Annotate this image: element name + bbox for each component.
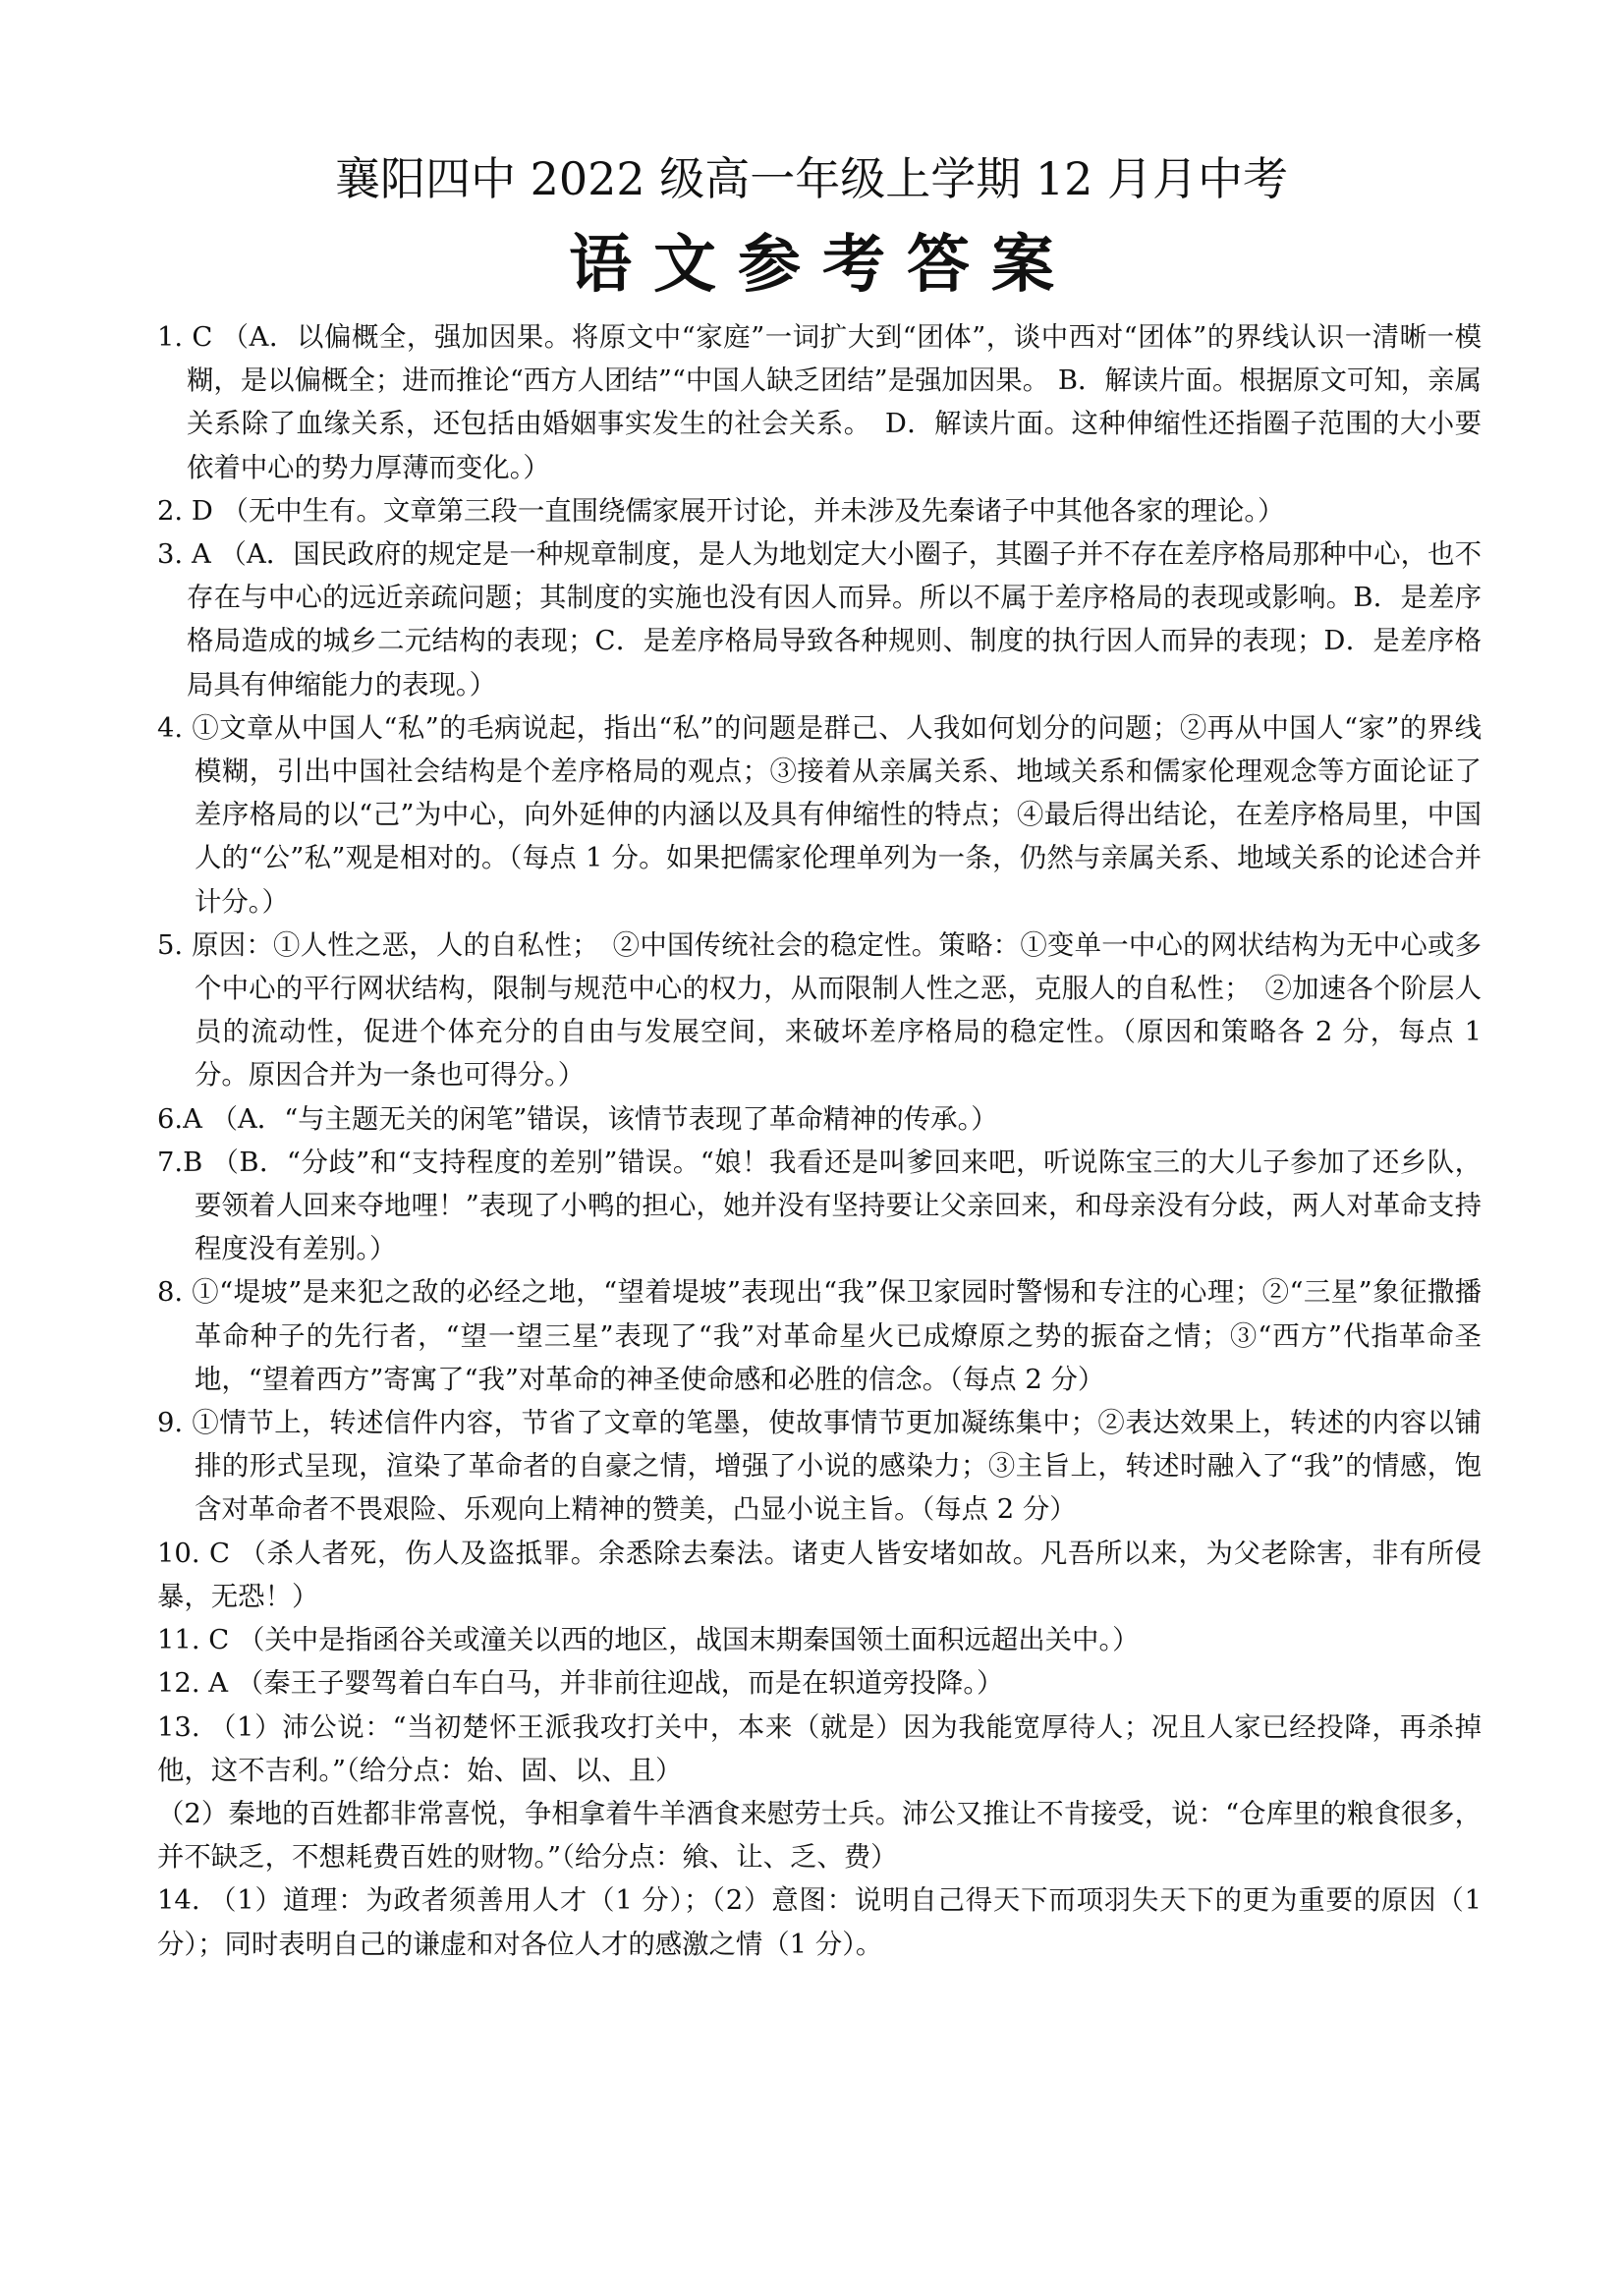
answer-number: 12. A [157, 1668, 229, 1700]
answer-item-13-part-1 [157, 1707, 1482, 1793]
exam-title: 襄阳四中 2022 级高一年级上学期 12 月月中考 [334, 152, 1289, 205]
answer-text: （1）道理：为政者须善用人才（1 分）；（2）意图：说明自己得天下而项羽失天下的更为重要的原因（1 分）；同时表明自己的谦虚和对各位人才的感激之情（1 分）。 [157, 1885, 1482, 1960]
answer-text: （B．“分歧”和“支持程度的差别”错误。“娘！我看还是叫爹回来吧，听说陈宝三的大儿子参加了还乡队，要领着人回来夺地哩！”表现了小鸭的担心，她并没有坚持要让父亲回来，和母亲没有分歧，两人对革命支持程度没有差别。） [195, 1147, 1482, 1265]
answer-text: （A．以偏概全，强加因果。将原文中“家庭”一词扩大到“团体”，谈中西对“团体”的界线认识一清晰一模糊，是以偏概全；进而推论“西方人团结”“中国人缺乏团结”是强加因果。 B．解读片面。根据原文可知，亲属关系除了血缘关系，还包括由婚姻事实发生的社会关系。 D．解读片面。这种伸缩性还指圈子范围的大小要依着中心的势力厚薄而变化。） [187, 322, 1482, 483]
answer-text: ①“堤坡”是来犯之敌的必经之地，“望着堤坡”表现出“我”保卫家园时警惕和专注的心理；②“三星”象征撒播革命种子的先行者，“望一望三星”表现了“我”对革命星火已成燎原之势的振奋之情；③“西方”代指革命圣地，“望着西方”寄寓了“我”对革命的神圣使命感和必胜的信念。（每点 2 分） [183, 1277, 1482, 1395]
answer-text: 原因：①人性之恶，人的自私性； ②中国传统社会的稳定性。策略：①变单一中心的网状结构为无中心或多个中心的平行网状结构，限制与规范中心的权力，从而限制人性之恶，克服人的自私性； ②加速各个阶层人员的流动性，促进个体充分的自由与发展空间，来破坏差序格局的稳定性。（原因和策略各 2 分，每点 1 分。原因合并为一条也可得分。） [183, 929, 1482, 1092]
answer-item-1 [157, 316, 1482, 490]
answer-number: 14. [157, 1885, 200, 1917]
answer-list [157, 316, 1482, 1967]
answer-number: 13. [157, 1711, 200, 1743]
answer-item-13-part-2 [157, 1793, 1482, 1879]
answer-number: 8. [157, 1277, 184, 1309]
answer-number: 4. [157, 712, 184, 744]
answer-item-11 [157, 1619, 1482, 1662]
answer-item-9 [157, 1402, 1482, 1533]
answer-text: （无中生有。文章第三段一直围绕儒家展开讨论，并未涉及先秦诸子中其他各家的理论。） [212, 495, 1285, 527]
answer-item-4 [157, 707, 1482, 924]
answer-text: （A．“与主题无关的闲笔”错误，该情节表现了革命精神的传承。） [201, 1103, 998, 1135]
answer-text: ①情节上，转述信件内容，节省了文章的笔墨，使故事情节更加凝练集中；②表达效果上，转述的内容以铺排的形式呈现，渲染了革命者的自豪之情，增强了小说的感染力；③主旨上，转述时融入了“我”的情感，饱含对革命者不畏艰险、乐观向上精神的赞美，凸显小说主旨。（每点 2 分） [183, 1408, 1482, 1526]
answer-item-5 [157, 924, 1482, 1098]
answer-number: 11. C [157, 1625, 230, 1656]
answer-number: 1. C [157, 322, 213, 353]
answer-number: 10. C [157, 1538, 230, 1569]
answer-text: （秦王子婴驾着白车白马，并非前往迎战，而是在轵道旁投降。） [228, 1668, 1004, 1700]
answer-number: 6.A [157, 1103, 202, 1135]
answer-number: 9. [157, 1408, 184, 1439]
answer-item-10 [157, 1533, 1482, 1619]
answer-item-8 [157, 1271, 1482, 1402]
answer-item-3 [157, 533, 1482, 707]
answer-text: ①文章从中国人“私”的毛病说起，指出“私”的问题是群己、人我如何划分的问题；②再从中国人“家”的界线模糊，引出中国社会结构是个差序格局的观点；③接着从亲属关系、地域关系和儒家伦理观念等方面论证了差序格局的以“己”为中心，向外延伸的内涵以及具有伸缩性的特点；④最后得出结论，在差序格局里，中国人的“公”私”观是相对的。（每点 1 分。如果把儒家伦理单列为一条，仍然与亲属关系、地域关系的论述合并计分。） [183, 712, 1482, 918]
answer-text: （关中是指函谷关或潼关以西的地区，战国末期秦国领土面积远超出关中。） [229, 1625, 1140, 1656]
answer-key-heading: 语文参考答案 [569, 228, 1076, 302]
answer-item-12 [157, 1662, 1482, 1706]
answer-text: （杀人者死，伤人及盗抵罪。余悉除去秦法。诸吏人皆安堵如故。凡吾所以来，为父老除害，非有所侵暴，无恐！） [157, 1538, 1482, 1612]
answer-text: （A．国民政府的规定是一种规章制度，是人为地划定大小圈子，其圈子并不存在差序格局那种中心，也不存在与中心的远近亲疏问题；其制度的实施也没有因人而异。所以不属于差序格局的表现或影响。B．是差序格局造成的城乡二元结构的表现；C．是差序格局导致各种规则、制度的执行因人而异的表现；D．是差序格局具有伸缩能力的表现。） [187, 539, 1482, 700]
answer-text: （1）沛公说：“当初楚怀王派我攻打关中，本来（就是）因为我能宽厚待人；况且人家已经投降，再杀掉他，这不吉利。”（给分点：始、固、以、且） [157, 1711, 1482, 1786]
answer-item-2 [157, 490, 1482, 533]
answer-item-6 [157, 1098, 1482, 1142]
answer-item-14 [157, 1879, 1482, 1966]
answer-number: 2. D [157, 495, 213, 527]
answer-number: 5. [157, 929, 184, 961]
answer-text: （2）秦地的百姓都非常喜悦，争相拿着牛羊酒食来慰劳士兵。沛公又推让不肯接受，说：“仓库里的粮食很多，并不缺乏，不想耗费百姓的财物。”（给分点：飨、让、乏、费） [157, 1798, 1482, 1874]
answer-number: 7.B [157, 1147, 203, 1178]
answer-number: 3. A [157, 539, 211, 571]
answer-item-7 [157, 1142, 1482, 1272]
